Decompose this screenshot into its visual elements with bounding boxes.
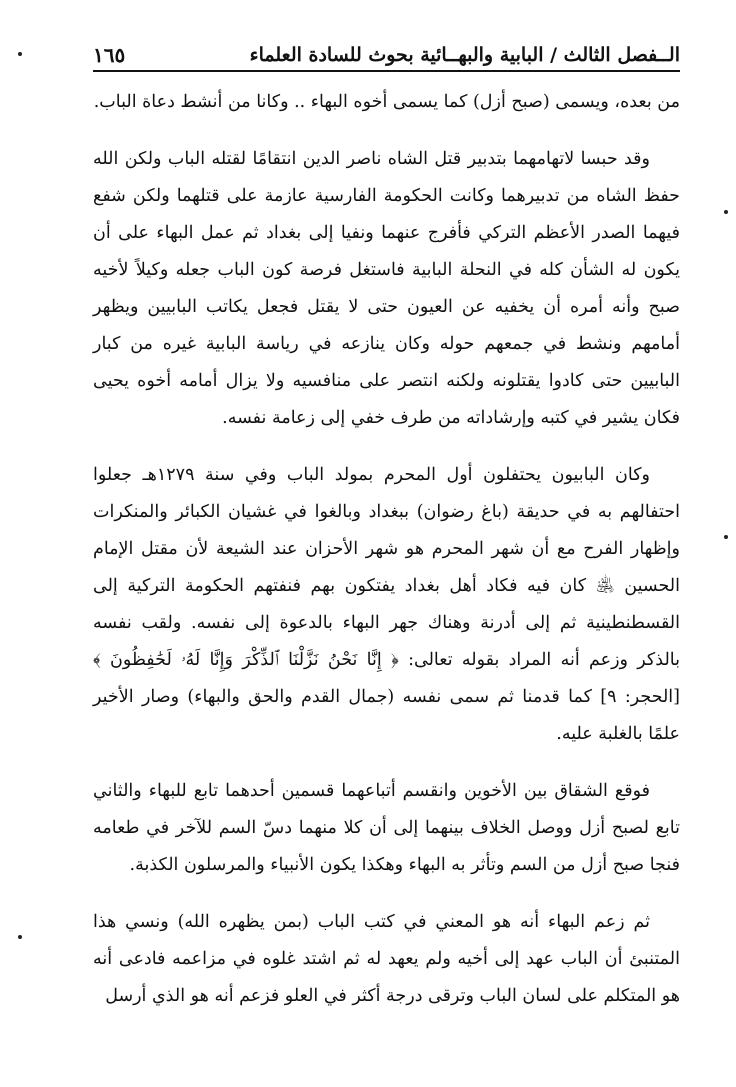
paragraph: فوقع الشقاق بين الأخوين وانقسم أتباعهما قسمين أحدهما تابع للبهاء والثاني تابع لصبح أزل ووصل الخلاف بينهما إلى أن كلا منهما دسّ السم للآخر في طعامه فنجا صبح أزل من السم وتأثر به البهاء وهكذا يكون الأنبياء والمرسلون الكذبة. (93, 781, 680, 875)
scan-speck (724, 210, 728, 214)
scan-speck (18, 935, 22, 939)
paragraph: وكان البابيون يحتفلون أول المحرم بمولد الباب وفي سنة ١٢٧٩هـ جعلوا احتفالهم به في حديقة (باغ رضوان) ببغداد وبالغوا في غشيان الكبائر والمنكرات وإظهار الفرح مع أن شهر المحرم هو شهر الأحزان عند الشيعة لأن مقتل الإمام الحسين ﵁ كان فيه فكاد أهل بغداد يفتكون بهم فنفتهم الحكومة التركية إلى القسطنطينية ثم إلى أدرنة وهناك جهر البهاء بالدعوة إلى نفسه. ولقب نفسه بالذكر وزعم أنه المراد بقوله تعالى: ﴿ إِنَّا نَحْنُ نَزَّلْنَا ٱلذِّكْرَ وَإِنَّا لَهُۥ لَحَٰفِظُونَ ﴾ [الحجر: ٩] كما قدمنا ثم سمى نفسه (جمال القدم والحق والبهاء) وصار الأخير علمًا بالغلبة عليه. (93, 465, 680, 744)
chapter-title: الــفصل الثالث / البابية والبهــائية بحوث للسادة العلماء (249, 44, 680, 66)
page-number: ١٦٥ (93, 43, 126, 67)
body-text (93, 84, 680, 1035)
paragraph: ثم زعم البهاء أنه هو المعني في كتب الباب (بمن يظهره الله) ونسي هذا المتنبئ أن الباب عهد إلى أخيه ولم يعهد له ثم اشتد غلوه في مزاعمه فادعى أنه هو المتكلم على لسان الباب وترقى درجة أكثر في العلو فزعم أنه هو الذي أرسل (93, 912, 680, 1006)
paragraph: وقد حبسا لاتهامهما بتدبير قتل الشاه ناصر الدين انتقامًا لقتله الباب ولكن الله حفظ الشاه من تدبيرهما وكانت الحكومة الفارسية عازمة على قتلهما ولكن شفع فيهما الصدر الأعظم التركي فأفرج عنهما ونفيا إلى بغداد ثم عمل البهاء على أن يكون له الشأن كله في النحلة البابية فاستغل فرصة كون الباب جعله وكيلاً لأخيه صبح وأنه أمره أن يخفيه عن العيون حتى لا يقتل فجعل يكاتب البابيين ويظهر أمامهم ونشط في جمعهم حوله وكان ينازعه في رياسة البابية غيره من كبار البابيين حتى كادوا يقتلونه ولكنه انتصر على منافسيه ولا يزال أمامه أخوه يحيى فكان يشير في كتبه وإرشاداته من طرف خفي إلى زعامة نفسه. (93, 149, 680, 428)
scan-speck (18, 52, 22, 56)
scan-speck (724, 535, 728, 539)
running-header (93, 34, 680, 72)
paragraph: من بعده، ويسمى (صبح أزل) كما يسمى أخوه البهاء .. وكانا من أنشط دعاة الباب. (93, 92, 680, 112)
